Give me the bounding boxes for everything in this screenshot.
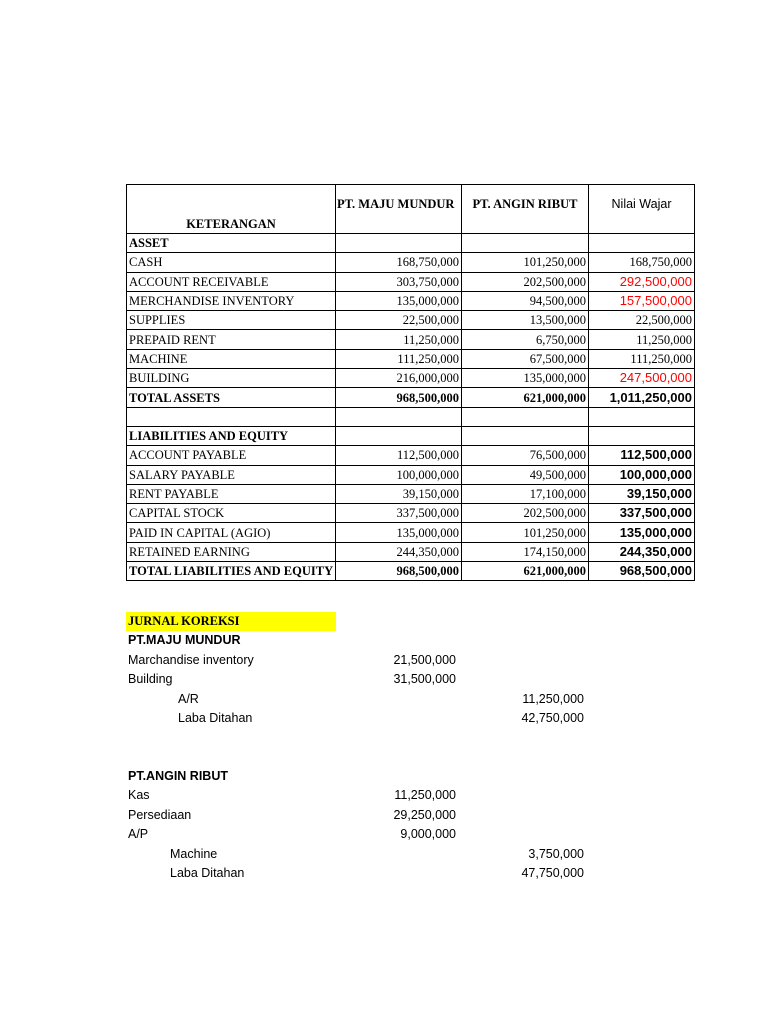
journal-credit-amount: 42,750,000	[521, 711, 584, 725]
angin-value: 6,750,000	[462, 330, 589, 349]
company-angin-ribut: PT.ANGIN RIBUT	[128, 769, 228, 783]
table-row	[127, 465, 695, 484]
total-assets-label: TOTAL ASSETS	[127, 388, 336, 407]
balance-sheet-table	[126, 184, 695, 581]
table-row	[127, 369, 695, 388]
table-row	[127, 291, 695, 310]
angin-value: 101,250,000	[462, 253, 589, 272]
table-row	[127, 272, 695, 291]
section-liabilities: LIABILITIES AND EQUITY	[127, 426, 336, 445]
row-label: RENT PAYABLE	[127, 484, 336, 503]
journal-debit-amount: 31,500,000	[393, 672, 456, 686]
total-liabilities-label: TOTAL LIABILITIES AND EQUITY	[127, 562, 336, 581]
journal-credit-amount: 47,750,000	[521, 866, 584, 880]
angin-value: 202,500,000	[462, 272, 589, 291]
maju-value: 39,150,000	[336, 484, 462, 503]
section-asset: ASSET	[127, 234, 336, 253]
maju-value: 303,750,000	[336, 272, 462, 291]
angin-value: 17,100,000	[462, 484, 589, 503]
maju-value: 168,750,000	[336, 253, 462, 272]
header-maju-mundur: PT. MAJU MUNDUR	[336, 185, 462, 234]
nilai-value: 39,150,000	[589, 484, 695, 503]
nilai-value-adjusted: 292,500,000	[589, 272, 695, 291]
row-label: SUPPLIES	[127, 311, 336, 330]
table-row	[127, 484, 695, 503]
section-row	[127, 234, 695, 253]
journal-credit-label: Laba Ditahan	[178, 711, 253, 725]
maju-value: 112,500,000	[336, 446, 462, 465]
total-nilai-value: 968,500,000	[589, 562, 695, 581]
journal-credit-label: Laba Ditahan	[170, 866, 245, 880]
total-angin-value: 621,000,000	[462, 562, 589, 581]
nilai-value: 112,500,000	[589, 446, 695, 465]
row-label: MACHINE	[127, 349, 336, 368]
total-nilai-value: 1,011,250,000	[589, 388, 695, 407]
maju-value: 22,500,000	[336, 311, 462, 330]
header-nilai-wajar: Nilai Wajar	[589, 185, 695, 234]
maju-value: 244,350,000	[336, 542, 462, 561]
nilai-value: 135,000,000	[589, 523, 695, 542]
angin-value: 135,000,000	[462, 369, 589, 388]
journal-debit-label: Persediaan	[128, 808, 192, 822]
maju-value: 111,250,000	[336, 349, 462, 368]
total-angin-value: 621,000,000	[462, 388, 589, 407]
nilai-value: 168,750,000	[589, 253, 695, 272]
company-maju-mundur: PT.MAJU MUNDUR	[128, 633, 241, 647]
row-label: PAID IN CAPITAL (AGIO)	[127, 523, 336, 542]
maju-value: 337,500,000	[336, 504, 462, 523]
journal-debit-label: Kas	[128, 788, 150, 802]
total-row	[127, 388, 695, 407]
table-row	[127, 504, 695, 523]
row-label: BUILDING	[127, 369, 336, 388]
maju-value: 216,000,000	[336, 369, 462, 388]
table-row	[127, 311, 695, 330]
row-label: PREPAID RENT	[127, 330, 336, 349]
table-row	[127, 349, 695, 368]
row-label: SALARY PAYABLE	[127, 465, 336, 484]
nilai-value: 337,500,000	[589, 504, 695, 523]
total-row	[127, 562, 695, 581]
journal-credit-amount: 11,250,000	[522, 692, 584, 706]
angin-value: 94,500,000	[462, 291, 589, 310]
angin-value: 49,500,000	[462, 465, 589, 484]
nilai-value-adjusted: 247,500,000	[589, 369, 695, 388]
table-row	[127, 542, 695, 561]
journal-credit-label: Machine	[170, 847, 218, 861]
row-label: ACCOUNT PAYABLE	[127, 446, 336, 465]
row-label: CAPITAL STOCK	[127, 504, 336, 523]
maju-value: 135,000,000	[336, 523, 462, 542]
nilai-value: 244,350,000	[589, 542, 695, 561]
journal-debit-label: A/P	[128, 827, 149, 841]
header-angin-ribut: PT. ANGIN RIBUT	[462, 185, 589, 234]
spacer-row	[127, 407, 695, 426]
row-label: RETAINED EARNING	[127, 542, 336, 561]
header-row	[127, 185, 695, 234]
row-label: ACCOUNT RECEIVABLE	[127, 272, 336, 291]
nilai-value: 100,000,000	[589, 465, 695, 484]
row-label: MERCHANDISE INVENTORY	[127, 291, 336, 310]
jurnal-koreksi-title: JURNAL KOREKSI	[126, 612, 336, 631]
journal-debit-amount: 21,500,000	[393, 653, 456, 667]
header-keterangan: KETERANGAN	[127, 185, 336, 234]
journal-debit-amount: 29,250,000	[393, 808, 456, 822]
maju-value: 135,000,000	[336, 291, 462, 310]
table-row	[127, 253, 695, 272]
nilai-value: 111,250,000	[589, 349, 695, 368]
journal-debit-amount: 9,000,000	[400, 827, 456, 841]
table-row	[127, 330, 695, 349]
total-maju-value: 968,500,000	[336, 562, 462, 581]
angin-value: 101,250,000	[462, 523, 589, 542]
angin-value: 202,500,000	[462, 504, 589, 523]
maju-value: 100,000,000	[336, 465, 462, 484]
journal-credit-label: A/R	[178, 692, 199, 706]
angin-value: 67,500,000	[462, 349, 589, 368]
table-row	[127, 446, 695, 465]
nilai-value: 11,250,000	[589, 330, 695, 349]
journal-debit-label: Marchandise inventory	[128, 653, 254, 667]
angin-value: 76,500,000	[462, 446, 589, 465]
angin-value: 13,500,000	[462, 311, 589, 330]
nilai-value: 22,500,000	[589, 311, 695, 330]
row-label: CASH	[127, 253, 336, 272]
total-maju-value: 968,500,000	[336, 388, 462, 407]
angin-value: 174,150,000	[462, 542, 589, 561]
nilai-value-adjusted: 157,500,000	[589, 291, 695, 310]
journal-credit-amount: 3,750,000	[528, 847, 584, 861]
table-row	[127, 523, 695, 542]
journal-debit-amount: 11,250,000	[394, 788, 456, 802]
section-row	[127, 426, 695, 445]
maju-value: 11,250,000	[336, 330, 462, 349]
journal-debit-label: Building	[128, 672, 173, 686]
